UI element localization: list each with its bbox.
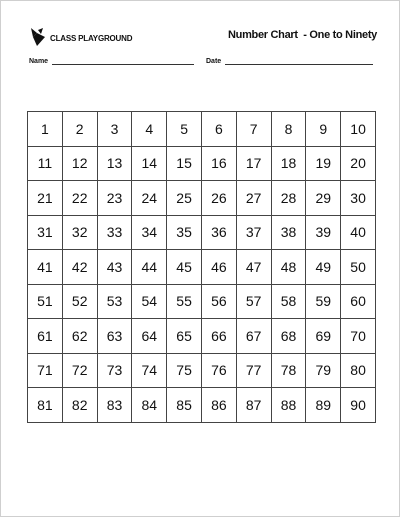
- number-cell: 14: [132, 146, 167, 181]
- chart-row: [28, 284, 376, 319]
- number-cell: 16: [201, 146, 236, 181]
- name-field[interactable]: [29, 56, 194, 65]
- number-cell: 25: [167, 181, 202, 216]
- number-cell: 63: [97, 319, 132, 354]
- chart-row: [28, 250, 376, 285]
- chart-row: [28, 146, 376, 181]
- number-cell: 42: [62, 250, 97, 285]
- number-cell: 37: [236, 215, 271, 250]
- number-cell: 20: [341, 146, 376, 181]
- number-cell: 71: [28, 353, 63, 388]
- number-cell: 68: [271, 319, 306, 354]
- number-cell: 76: [201, 353, 236, 388]
- number-cell: 90: [341, 388, 376, 423]
- number-chart-grid: [27, 111, 376, 423]
- number-cell: 72: [62, 353, 97, 388]
- chart-row: [28, 319, 376, 354]
- number-cell: 67: [236, 319, 271, 354]
- number-cell: 59: [306, 284, 341, 319]
- number-cell: 11: [28, 146, 63, 181]
- number-cell: 29: [306, 181, 341, 216]
- number-cell: 45: [167, 250, 202, 285]
- number-cell: 66: [201, 319, 236, 354]
- name-label: Name: [29, 58, 49, 65]
- number-cell: 87: [236, 388, 271, 423]
- number-cell: 41: [28, 250, 63, 285]
- number-cell: 3: [97, 112, 132, 147]
- number-cell: 40: [341, 215, 376, 250]
- number-cell: 6: [201, 112, 236, 147]
- number-cell: 43: [97, 250, 132, 285]
- brand-name: CLASS PLAYGROUND: [50, 33, 133, 43]
- number-cell: 27: [236, 181, 271, 216]
- chart-row: [28, 388, 376, 423]
- number-cell: 49: [306, 250, 341, 285]
- number-cell: 75: [167, 353, 202, 388]
- number-cell: 88: [271, 388, 306, 423]
- number-cell: 52: [62, 284, 97, 319]
- number-cell: 39: [306, 215, 341, 250]
- number-cell: 23: [97, 181, 132, 216]
- number-cell: 17: [236, 146, 271, 181]
- number-cell: 32: [62, 215, 97, 250]
- number-cell: 19: [306, 146, 341, 181]
- number-cell: 53: [97, 284, 132, 319]
- number-cell: 84: [132, 388, 167, 423]
- number-cell: 38: [271, 215, 306, 250]
- student-fields: [29, 56, 377, 68]
- number-cell: 24: [132, 181, 167, 216]
- number-cell: 51: [28, 284, 63, 319]
- number-cell: 54: [132, 284, 167, 319]
- number-cell: 8: [271, 112, 306, 147]
- chart-row: [28, 112, 376, 147]
- brand-logo: [29, 26, 132, 48]
- number-cell: 82: [62, 388, 97, 423]
- number-cell: 61: [28, 319, 63, 354]
- chart-row: [28, 181, 376, 216]
- chart-row: [28, 215, 376, 250]
- number-cell: 85: [167, 388, 202, 423]
- number-cell: 77: [236, 353, 271, 388]
- number-cell: 1: [28, 112, 63, 147]
- number-cell: 58: [271, 284, 306, 319]
- number-cell: 81: [28, 388, 63, 423]
- number-cell: 5: [167, 112, 202, 147]
- number-cell: 83: [97, 388, 132, 423]
- number-cell: 62: [62, 319, 97, 354]
- number-cell: 55: [167, 284, 202, 319]
- number-cell: 7: [236, 112, 271, 147]
- number-cell: 26: [201, 181, 236, 216]
- class-playground-logo-icon: [29, 27, 47, 47]
- number-cell: 60: [341, 284, 376, 319]
- number-cell: 80: [341, 353, 376, 388]
- number-cell: 30: [341, 181, 376, 216]
- number-cell: 56: [201, 284, 236, 319]
- number-cell: 31: [28, 215, 63, 250]
- number-cell: 48: [271, 250, 306, 285]
- number-cell: 47: [236, 250, 271, 285]
- number-cell: 89: [306, 388, 341, 423]
- number-cell: 65: [167, 319, 202, 354]
- number-cell: 2: [62, 112, 97, 147]
- number-cell: 10: [341, 112, 376, 147]
- number-cell: 22: [62, 181, 97, 216]
- date-field[interactable]: [206, 56, 373, 65]
- number-cell: 36: [201, 215, 236, 250]
- number-cell: 70: [341, 319, 376, 354]
- number-cell: 15: [167, 146, 202, 181]
- number-cell: 13: [97, 146, 132, 181]
- date-label: Date: [206, 58, 222, 65]
- number-cell: 86: [201, 388, 236, 423]
- number-cell: 21: [28, 181, 63, 216]
- name-line[interactable]: [52, 56, 194, 65]
- number-cell: 57: [236, 284, 271, 319]
- date-line[interactable]: [225, 56, 373, 65]
- number-cell: 12: [62, 146, 97, 181]
- chart-row: [28, 353, 376, 388]
- worksheet-header: [29, 26, 377, 50]
- number-cell: 18: [271, 146, 306, 181]
- number-cell: 64: [132, 319, 167, 354]
- number-cell: 34: [132, 215, 167, 250]
- number-cell: 79: [306, 353, 341, 388]
- number-cell: 44: [132, 250, 167, 285]
- number-cell: 9: [306, 112, 341, 147]
- number-cell: 73: [97, 353, 132, 388]
- number-cell: 46: [201, 250, 236, 285]
- number-cell: 74: [132, 353, 167, 388]
- number-cell: 50: [341, 250, 376, 285]
- number-cell: 69: [306, 319, 341, 354]
- number-cell: 78: [271, 353, 306, 388]
- number-cell: 28: [271, 181, 306, 216]
- worksheet-title: Number Chart - One to Ninety: [228, 29, 377, 41]
- number-cell: 33: [97, 215, 132, 250]
- number-cell: 35: [167, 215, 202, 250]
- number-cell: 4: [132, 112, 167, 147]
